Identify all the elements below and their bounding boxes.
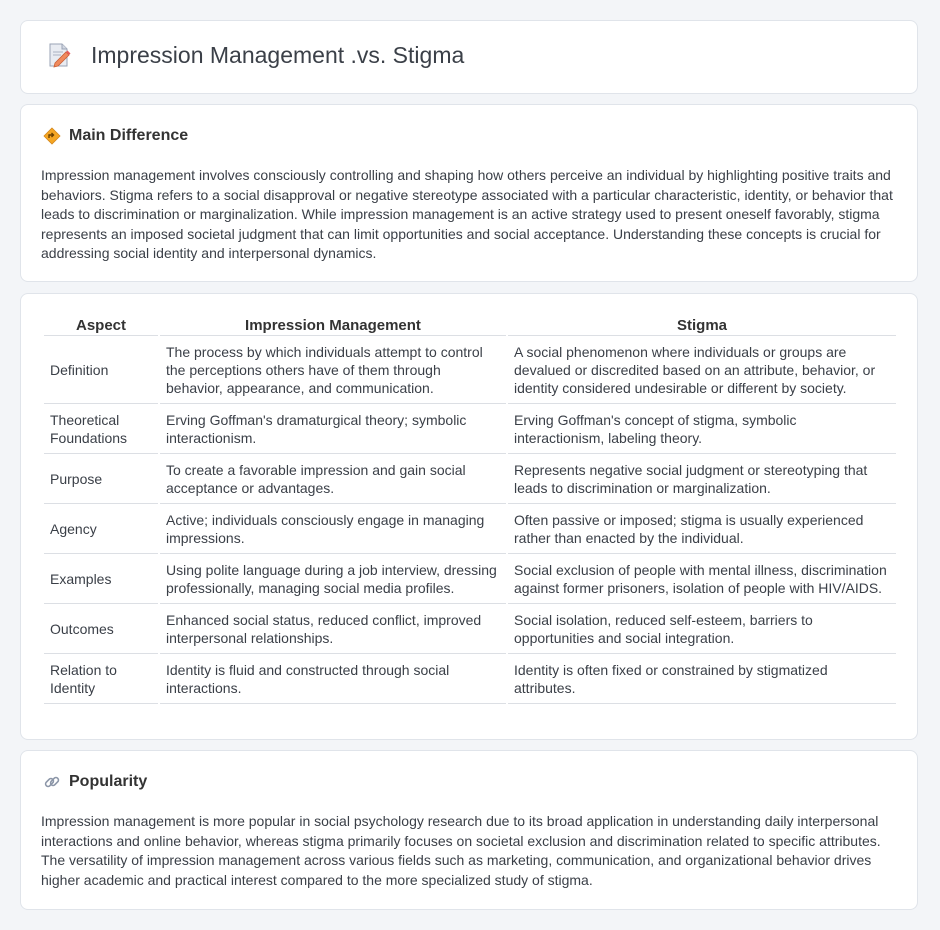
stigma-cell: Erving Goffman's concept of stigma, symbolic interactionism, labeling theory. xyxy=(508,404,896,454)
comparison-card xyxy=(20,293,918,740)
table-row xyxy=(44,454,896,504)
stigma-cell: Social isolation, reduced self-esteem, barriers to opportunities and social integration. xyxy=(508,604,896,654)
popularity-card xyxy=(20,750,918,910)
table-row xyxy=(44,654,896,704)
column-header-aspect: Aspect xyxy=(44,315,158,336)
popularity-text: Impression management is more popular in social psychology research due to its broad application in understanding daily interpersonal interactions and online behavior, whereas stigma primarily focuses on societal exclusion and discrimination related to specific attributes. The versatility of impression management across various fields such as marketing, communication, and organizational behavior drives higher academic and practical interest compared to the more specialized study of stigma. xyxy=(41,813,881,888)
main-difference-text: Impression management involves consciously controlling and shaping how others perceive an individual by highlighting positive traits and behaviors. Stigma refers to a social disapproval or negative stereotype associated with a particular characteristic, identity, or behavior that leads to discrimination or marginalization. While impression management is an active strategy used to present oneself favorably, stigma represents an imposed societal judgment that can limit opportunities and social acceptance. Understanding these concepts is crucial for addressing social identity and interpersonal dynamics. xyxy=(41,167,893,261)
road-sign-icon xyxy=(43,127,61,145)
impression-management-cell: To create a favorable impression and gain social acceptance or advantages. xyxy=(160,454,506,504)
comparison-table xyxy=(42,315,898,704)
table-row xyxy=(44,604,896,654)
table-header-row xyxy=(44,315,896,336)
table-row xyxy=(44,554,896,604)
stigma-cell: Social exclusion of people with mental illness, discrimination against former prisoners, isolation of people with HIV/AIDS. xyxy=(508,554,896,604)
aspect-cell: Purpose xyxy=(44,454,158,504)
page-title: Impression Management .vs. Stigma xyxy=(91,41,465,68)
column-header-impression-management: Impression Management xyxy=(160,315,506,336)
aspect-cell: Relation to Identity xyxy=(44,654,158,704)
main-difference-heading: Main Difference xyxy=(69,127,189,144)
header-card xyxy=(20,20,918,94)
stigma-cell: Represents negative social judgment or stereotyping that leads to discrimination or marginalization. xyxy=(508,454,896,504)
impression-management-cell: Using polite language during a job interview, dressing professionally, managing social media profiles. xyxy=(160,554,506,604)
aspect-cell: Outcomes xyxy=(44,604,158,654)
link-icon xyxy=(43,773,61,791)
aspect-cell: Examples xyxy=(44,554,158,604)
stigma-cell: Identity is often fixed or constrained by stigmatized attributes. xyxy=(508,654,896,704)
impression-management-cell: Identity is fluid and constructed through social interactions. xyxy=(160,654,506,704)
impression-management-cell: Enhanced social status, reduced conflict, improved interpersonal relationships. xyxy=(160,604,506,654)
aspect-cell: Agency xyxy=(44,504,158,554)
table-row xyxy=(44,404,896,454)
document-edit-icon xyxy=(45,41,73,69)
table-row xyxy=(44,336,896,404)
impression-management-cell: The process by which individuals attempt to control the perceptions others have of them through behavior, appearance, and communication. xyxy=(160,336,506,404)
aspect-cell: Theoretical Foundations xyxy=(44,404,158,454)
popularity-heading: Popularity xyxy=(69,773,148,790)
aspect-cell: Definition xyxy=(44,336,158,404)
table-row xyxy=(44,504,896,554)
impression-management-cell: Active; individuals consciously engage in managing impressions. xyxy=(160,504,506,554)
main-difference-card xyxy=(20,104,918,282)
impression-management-cell: Erving Goffman's dramaturgical theory; symbolic interactionism. xyxy=(160,404,506,454)
column-header-stigma: Stigma xyxy=(508,315,896,336)
stigma-cell: Often passive or imposed; stigma is usually experienced rather than enacted by the individual. xyxy=(508,504,896,554)
stigma-cell: A social phenomenon where individuals or groups are devalued or discredited based on an attribute, behavior, or identity considered undesirable or different by society. xyxy=(508,336,896,404)
